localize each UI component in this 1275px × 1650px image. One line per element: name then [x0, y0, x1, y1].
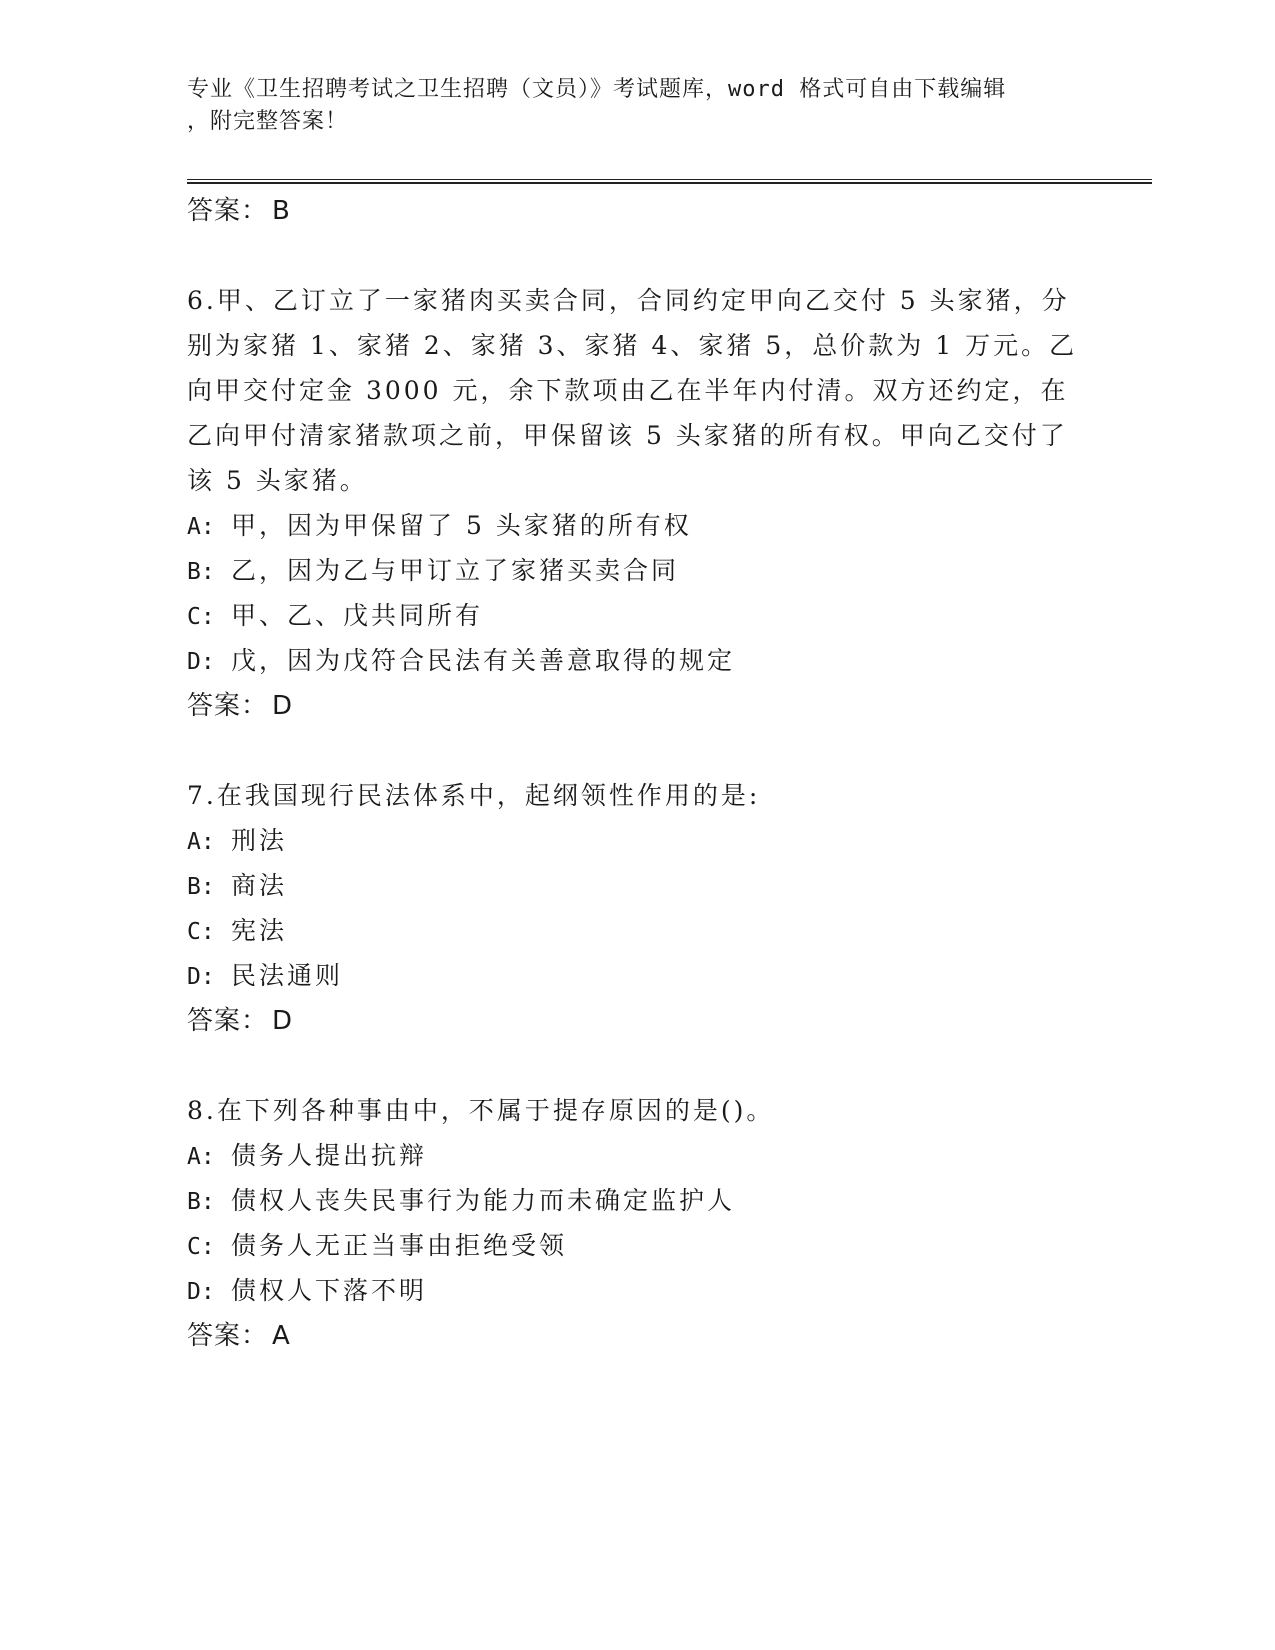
header-title-line1: 专业《卫生招聘考试之卫生招聘（文员）》考试题库，word 格式可自由下载编辑 [187, 77, 1007, 102]
option-d [187, 1268, 1087, 1313]
question-block [187, 1088, 1087, 1359]
header-divider [187, 179, 1152, 184]
option-c [187, 908, 1087, 953]
question-text: 7.在我国现行民法体系中，起纲领性作用的是: [187, 781, 761, 810]
answer-label: 答案： [187, 1006, 269, 1036]
question-list [187, 188, 1087, 1359]
option-text: 刑法 [231, 826, 288, 855]
question-block [187, 278, 1087, 729]
option-b [187, 863, 1087, 908]
option-key: A: [187, 514, 215, 540]
document-header [187, 74, 1067, 138]
option-key: B: [187, 559, 215, 585]
option-a [187, 503, 1087, 548]
question-block [187, 773, 1087, 1044]
answer-label: 答案： [187, 691, 269, 721]
option-key: D: [187, 649, 215, 675]
option-key: A: [187, 1144, 215, 1170]
option-key: D: [187, 1279, 215, 1305]
option-text: 乙，因为乙与甲订立了家猪买卖合同 [231, 556, 680, 585]
option-text: 债务人无正当事由拒绝受领 [231, 1231, 568, 1260]
option-text: 甲、乙、戊共同所有 [231, 601, 484, 630]
option-d [187, 953, 1087, 998]
option-a [187, 818, 1087, 863]
option-c [187, 593, 1087, 638]
option-a [187, 1133, 1087, 1178]
option-key: C: [187, 919, 215, 945]
option-text: 商法 [231, 871, 288, 900]
option-d [187, 638, 1087, 683]
option-key: D: [187, 964, 215, 990]
answer-line [187, 998, 1087, 1044]
answer-value: D [272, 1006, 294, 1036]
answer-line [187, 188, 1087, 234]
option-key: B: [187, 1189, 215, 1215]
question-text: 6.甲、乙订立了一家猪肉买卖合同，合同约定甲向乙交付 5 头家猪，分别为家猪 1、家猪 2、家猪 3、家猪 4、家猪 5，总价款为 1 万元。乙向甲交付定金 3000 元，余下款项由乙在半年内付清。双方还约定，在乙向甲付清家猪款项之前，甲保留该 5 头家猪的所有权。甲向乙交付了该 5 头家猪。 [187, 286, 1078, 495]
option-key: C: [187, 1234, 215, 1260]
option-text: 债权人下落不明 [231, 1276, 428, 1305]
option-text: 戊，因为戊符合民法有关善意取得的规定 [231, 646, 736, 675]
question-text: 8.在下列各种事由中，不属于提存原因的是()。 [187, 1096, 775, 1125]
answer-label: 答案： [187, 1321, 269, 1351]
answer-value: B [272, 196, 291, 226]
option-c [187, 1223, 1087, 1268]
header-title-line2: ，附完整答案！ [187, 109, 349, 134]
option-key: A: [187, 829, 215, 855]
option-text: 民法通则 [231, 961, 344, 990]
option-text: 债权人丧失民事行为能力而未确定监护人 [231, 1186, 736, 1215]
option-text: 宪法 [231, 916, 288, 945]
option-key: B: [187, 874, 215, 900]
option-b [187, 548, 1087, 593]
answer-value: A [272, 1321, 291, 1351]
option-key: C: [187, 604, 215, 630]
option-text: 甲，因为甲保留了 5 头家猪的所有权 [231, 511, 692, 540]
option-b [187, 1178, 1087, 1223]
option-text: 债务人提出抗辩 [231, 1141, 428, 1170]
answer-line [187, 1313, 1087, 1359]
answer-value: D [272, 691, 294, 721]
answer-line [187, 683, 1087, 729]
answer-label: 答案： [187, 196, 269, 226]
